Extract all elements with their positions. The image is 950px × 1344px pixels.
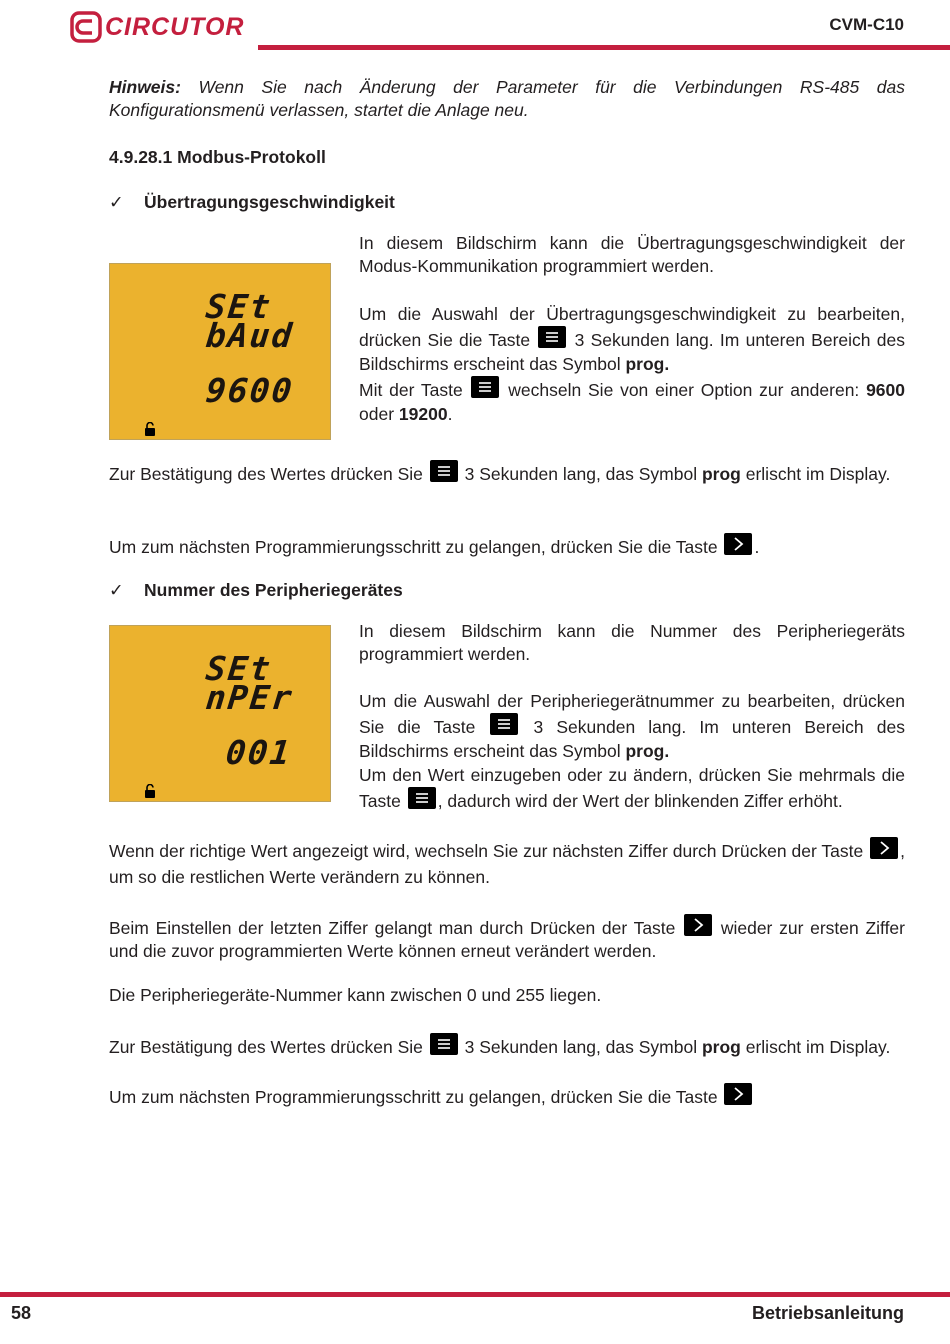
- baud-next-paragraph: [109, 533, 905, 559]
- baud-dot: .: [447, 404, 453, 424]
- menu-key-icon: [538, 326, 566, 348]
- lcd-display-periph: [109, 625, 331, 802]
- checkmark-icon: ✓: [109, 580, 124, 600]
- baud-heading: [109, 192, 395, 213]
- periph-next-a: Um zum nächsten Programmierungsschritt zu gelangen, drücken Sie die Taste: [109, 1087, 723, 1107]
- unlock-icon: [144, 422, 156, 436]
- note-label: Hinweis:: [109, 77, 181, 97]
- periph-heading: [109, 580, 403, 601]
- baud-or: oder: [359, 404, 399, 424]
- periph-intro: In diesem Bildschirm kann die Nummer des Peripheriegeräts programmiert werden.: [359, 621, 905, 664]
- baud-next-a: Um zum nächsten Programmierungsschritt zu gelangen, drücken Sie die Taste: [109, 537, 723, 557]
- menu-key-icon: [408, 787, 436, 809]
- lcd-line-1: SEt: [204, 649, 274, 688]
- baud-edit-text-b: 3 Sekunden lang. Im unteren Bereich des Bildschirms erscheint das Symbol: [359, 330, 905, 374]
- page-number: 58: [11, 1303, 32, 1323]
- periph-digit-b: , um so die restlichen Werte verändern zu können.: [109, 841, 905, 887]
- menu-key-icon: [430, 1033, 458, 1055]
- periph-value-a: Um den Wert einzugeben oder zu ändern, drücken Sie mehrmals die Taste: [359, 765, 905, 811]
- lcd-value: 001: [224, 733, 294, 772]
- baud-confirm-b: 3 Sekunden lang, das Symbol: [459, 464, 702, 484]
- prog-symbol: prog.: [625, 354, 670, 374]
- baud-confirm-paragraph: [109, 460, 905, 486]
- lcd-line-1: SEt: [204, 287, 274, 326]
- next-key-icon: [724, 533, 752, 555]
- menu-key-icon: [490, 713, 518, 735]
- prog-symbol: prog.: [625, 741, 670, 761]
- periph-confirm-b: 3 Sekunden lang, das Symbol: [459, 1037, 702, 1057]
- periph-confirm-paragraph: [109, 1033, 905, 1059]
- note-paragraph: [109, 76, 905, 122]
- lcd-line-2: nPEr: [204, 678, 296, 717]
- baud-heading-label: Übertragungsgeschwindigkeit: [144, 192, 395, 212]
- baud-confirm-a: Zur Bestätigung des Wertes drücken Sie: [109, 464, 428, 484]
- baud-next-b: .: [754, 537, 760, 557]
- periph-edit-a: Um die Auswahl der Peripheriegerätnummer zu bearbeiten, drücken Sie die Taste: [359, 691, 905, 737]
- prog-symbol: prog: [701, 464, 741, 484]
- baud-edit-text-a: Um die Auswahl der Übertragungsgeschwindigkeit zu bearbeiten, drücken Sie die Taste: [359, 304, 905, 350]
- prog-symbol: prog: [701, 1037, 741, 1057]
- periph-last-a: Beim Einstellen der letzten Ziffer gelangt man durch Drücken der Taste: [109, 918, 683, 938]
- periph-heading-label: Nummer des Peripheriegerätes: [144, 580, 403, 600]
- lcd-line-2: bAud: [204, 316, 296, 355]
- periph-confirm-c: erlischt im Display.: [740, 1037, 891, 1057]
- document-type: Betriebsanleitung: [751, 1303, 904, 1323]
- periph-edit-b: 3 Sekunden lang. Im unteren Bereich des Bildschirms erscheint das Symbol: [359, 717, 905, 761]
- periph-value-b: , dadurch wird der Wert der blinkenden Ziffer erhöht.: [437, 791, 843, 811]
- baud-intro: In diesem Bildschirm kann die Übertragungsgeschwindigkeit der Modus-Kommunikation programmiert werden.: [359, 233, 905, 276]
- periph-last-digit-paragraph: [109, 914, 905, 963]
- baud-confirm-c: erlischt im Display.: [740, 464, 891, 484]
- baud-option-9600: 9600: [866, 380, 906, 400]
- periph-next-paragraph: [109, 1083, 905, 1109]
- note-text: Wenn Sie nach Änderung der Parameter für die Verbindungen RS-485 das Konfigurationsmenü verlassen, startet die Anlage neu.: [109, 77, 905, 120]
- next-key-icon: [724, 1083, 752, 1105]
- model-name: CVM-C10: [829, 15, 904, 34]
- baud-edit-paragraph: [359, 302, 905, 426]
- brand-name: CIRCUTOR: [105, 12, 245, 41]
- baud-toggle-text-b: wechseln Sie von einer Option zur anderen:: [501, 380, 867, 400]
- footer-rule: [0, 1292, 950, 1297]
- circutor-logo-icon: [70, 11, 102, 43]
- baud-toggle-text-a: Mit der Taste: [359, 380, 470, 400]
- brand-logo: [70, 11, 244, 43]
- next-key-icon: [684, 914, 712, 936]
- checkmark-icon: ✓: [109, 192, 124, 212]
- periph-edit-paragraph: [359, 689, 905, 813]
- menu-key-icon: [471, 376, 499, 398]
- baud-option-19200: 19200: [398, 404, 448, 424]
- periph-last-b: wieder zur ersten Ziffer und die zuvor programmierten Werte können erneut verändert werden.: [109, 918, 905, 961]
- periph-confirm-a: Zur Bestätigung des Wertes drücken Sie: [109, 1037, 428, 1057]
- lcd-value: 9600: [204, 371, 296, 410]
- menu-key-icon: [430, 460, 458, 482]
- periph-digit-a: Wenn der richtige Wert angezeigt wird, wechseln Sie zur nächsten Ziffer durch Drücken der Taste: [109, 841, 869, 861]
- section-title: 4.9.28.1 Modbus-Protokoll: [109, 147, 326, 167]
- periph-range-paragraph: Die Peripheriegeräte-Nummer kann zwischen 0 und 255 liegen.: [109, 985, 602, 1005]
- next-key-icon: [870, 837, 898, 859]
- lcd-display-baud: [109, 263, 331, 440]
- header-rule: [258, 45, 950, 50]
- periph-next-digit-paragraph: [109, 837, 905, 890]
- unlock-icon: [144, 784, 156, 798]
